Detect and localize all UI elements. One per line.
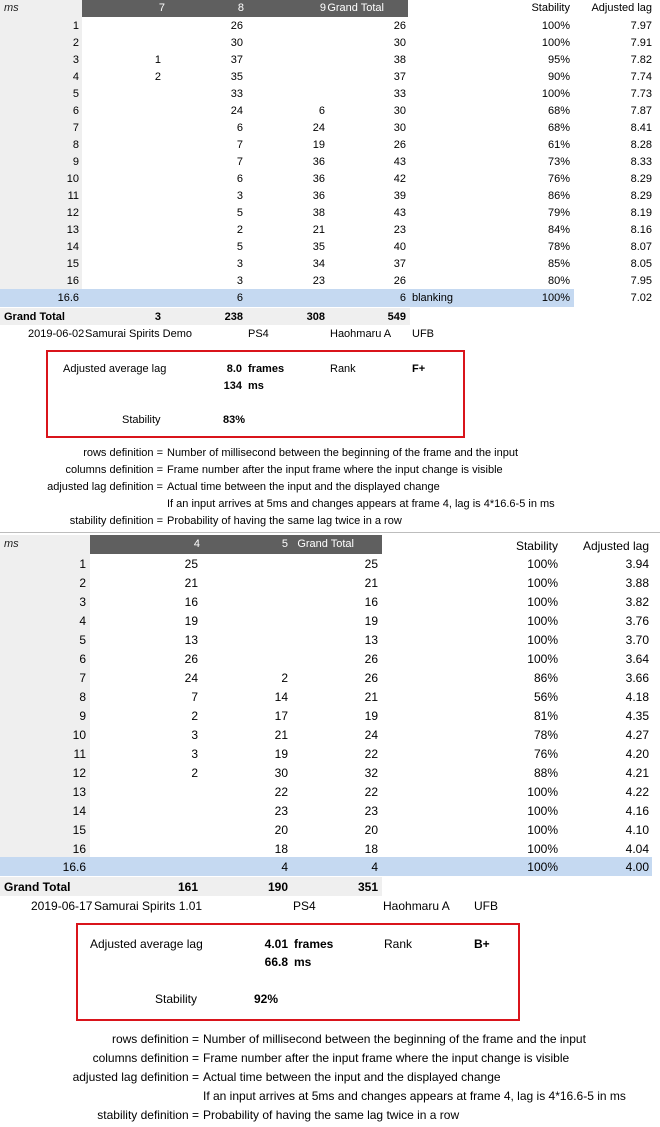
test-character: Haohmaru A [330,328,392,340]
table-row [0,272,660,289]
cell-grand-total: 26 [364,652,378,666]
grand-total-col-5: 190 [267,880,288,894]
grand-total-col-9: 308 [306,311,325,323]
row-ms: 16.6 [57,292,79,304]
cell-adjusted-lag: 3.70 [625,633,649,647]
row-ms: 7 [79,671,86,685]
cell-adjusted-lag: 8.29 [630,173,652,185]
cell-col-8: 6 [236,173,243,185]
header-stability: Stability [531,2,570,14]
table-row [0,687,660,706]
cell-adjusted-lag: 4.27 [625,728,649,742]
row-ms: 16 [66,275,79,287]
header-ms-cell [0,535,90,554]
cell-col-8: 3 [236,258,243,270]
cell-adjusted-lag: 8.19 [630,207,652,219]
table-row [0,801,660,820]
cell-col-4: 16 [184,595,198,609]
row-ms: 10 [72,728,86,742]
cell-adjusted-lag: 7.91 [630,37,652,49]
columns-definition-label: columns definition = [92,1051,199,1065]
cell-stability: 56% [533,690,558,704]
table-row [0,51,660,68]
section-divider [0,532,660,533]
row-ms: 11 [67,190,79,202]
cell-adjusted-lag: 4.20 [625,747,649,761]
adjusted-lag-example: If an input arrives at 5ms and changes appears at frame 4, lag is 4*16.6-5 in ms [167,498,555,510]
row-ms: 1 [79,557,86,571]
cell-adjusted-lag: 4.00 [625,860,649,874]
summary-box [76,923,520,1021]
cell-grand-total: 33 [393,88,406,100]
lag-frames-unit: frames [294,937,334,951]
cell-grand-total: 37 [393,71,406,83]
cell-stability: 76% [547,173,570,185]
stability-definition-label: stability definition = [69,515,163,527]
cell-adjusted-lag: 4.35 [625,709,649,723]
grand-total-col-7: 3 [154,311,161,323]
row-ms: 15 [66,258,79,270]
cell-col-8: 3 [236,190,243,202]
cell-col-8: 7 [236,156,243,168]
rows-definition: Number of millisecond between the beginning of the frame and the input [167,447,518,459]
header-ms: ms [4,2,19,14]
header-col-8: 8 [237,2,244,14]
rank-label: Rank [330,363,356,375]
grand-total-sum: 549 [387,311,406,323]
adjusted-lag-definition-label: adjusted lag definition = [47,481,163,493]
cell-stability: 78% [533,728,558,742]
cell-stability: 86% [547,190,570,202]
row-ms: 2 [79,576,86,590]
cell-stability: 100% [527,860,558,874]
cell-adjusted-lag: 8.07 [630,241,652,253]
cell-stability: 61% [547,139,570,151]
header-grand-total: Grand Total [297,538,354,550]
cell-col-9: 23 [312,275,325,287]
cell-stability: 100% [527,785,558,799]
test-date: 2019-06-02 [28,328,85,340]
test-character: Haohmaru A [383,899,450,913]
cell-col-7: 2 [154,71,161,83]
table-row [0,153,660,170]
cell-stability: 100% [527,804,558,818]
row-ms: 3 [72,54,79,66]
table-row [0,85,660,102]
header-stability: Stability [515,539,558,553]
table-row [0,102,660,119]
cell-adjusted-lag: 4.16 [625,804,649,818]
lag-ms-value: 134 [223,380,242,392]
row-ms: 3 [79,595,86,609]
cell-grand-total: 38 [393,54,406,66]
cell-adjusted-lag: 4.04 [625,842,649,856]
summary-box [46,350,465,438]
test-date: 2019-06-17 [31,899,93,913]
cell-col-4: 24 [184,671,198,685]
cell-grand-total: 23 [393,224,406,236]
cell-adjusted-lag: 8.28 [630,139,652,151]
cell-grand-total: 20 [364,823,378,837]
cell-adjusted-lag: 7.97 [630,20,652,32]
cell-stability: 90% [547,71,570,83]
columns-definition: Frame number after the input frame where the input change is visible [203,1051,570,1065]
cell-grand-total: 21 [364,690,378,704]
header-ms: ms [4,538,19,550]
cell-stability: 84% [547,224,570,236]
table-row [0,744,660,763]
row-ms: 5 [79,633,86,647]
adjusted-lag-definition: Actual time between the input and the displayed change [203,1070,501,1084]
row-ms: 6 [79,652,86,666]
lag-table-2 [0,535,660,1127]
cell-adjusted-lag: 4.18 [625,690,649,704]
cell-grand-total: 21 [364,576,378,590]
table-row [0,238,660,255]
cell-col-9: 19 [312,139,325,151]
table-row [0,170,660,187]
cell-grand-total: 43 [393,207,406,219]
cell-stability: 100% [527,652,558,666]
cell-col-8: 5 [236,241,243,253]
cell-col-9: 36 [312,156,325,168]
header-col-5: 5 [281,538,288,550]
header-col-9: 9 [319,2,326,14]
cell-stability: 78% [547,241,570,253]
cell-adjusted-lag: 8.33 [630,156,652,168]
table-row [0,592,660,611]
stability-definition-label: stability definition = [97,1108,199,1122]
header-adjusted-lag: Adjusted lag [582,539,649,553]
cell-grand-total: 26 [364,671,378,685]
cell-col-5: 19 [274,747,288,761]
cell-stability: 100% [527,595,558,609]
cell-stability: 100% [527,842,558,856]
row-ms: 16.6 [62,860,86,874]
row-ms: 10 [66,173,79,185]
lag-ms-unit: ms [248,380,264,392]
row-ms: 2 [72,37,79,49]
cell-col-4: 26 [184,652,198,666]
cell-col-7: 1 [154,54,161,66]
cell-col-4: 2 [191,766,198,780]
adjusted-lag-example: If an input arrives at 5ms and changes appears at frame 4, lag is 4*16.6-5 in ms [203,1089,626,1103]
table-row [0,68,660,85]
cell-grand-total: 22 [364,785,378,799]
grand-total-col-4: 161 [177,880,198,894]
cell-adjusted-lag: 3.94 [625,557,649,571]
cell-col-5: 4 [281,860,288,874]
adjusted-average-lag-label: Adjusted average lag [63,363,167,375]
cell-col-8: 5 [236,207,243,219]
cell-col-8: 2 [236,224,243,236]
cell-grand-total: 40 [393,241,406,253]
cell-adjusted-lag: 7.82 [630,54,652,66]
cell-grand-total: 42 [393,173,406,185]
cell-col-9: 24 [312,122,325,134]
header-columns [82,0,408,17]
row-ms: 16 [72,842,86,856]
stability-value: 83% [223,414,246,426]
row-ms: 7 [72,122,79,134]
columns-definition: Frame number after the input frame where the input change is visible [167,464,503,476]
header-adjusted-lag: Adjusted lag [591,2,652,14]
row-ms: 13 [66,224,79,236]
cell-adjusted-lag: 3.88 [625,576,649,590]
row-ms: 11 [73,747,86,761]
cell-stability: 68% [547,122,570,134]
table-row [0,725,660,744]
cell-col-8: 6 [236,292,243,304]
table-row [0,119,660,136]
cell-stability: 95% [547,54,570,66]
cell-col-5: 17 [274,709,288,723]
cell-col-4: 19 [184,614,198,628]
test-controller: UFB [412,328,434,340]
cell-adjusted-lag: 7.95 [630,275,652,287]
table-row [0,221,660,238]
cell-col-8: 6 [236,122,243,134]
cell-stability: 73% [547,156,570,168]
cell-stability: 100% [527,576,558,590]
stability-definition: Probability of having the same lag twice in a row [167,515,402,527]
table-row [0,187,660,204]
rows-definition: Number of millisecond between the beginning of the frame and the input [203,1032,586,1046]
lag-ms-value: 66.8 [264,955,288,969]
cell-col-4: 13 [184,633,198,647]
test-platform: PS4 [248,328,269,340]
cell-col-5: 22 [274,785,288,799]
cell-adjusted-lag: 3.64 [625,652,649,666]
adjusted-lag-definition-label: adjusted lag definition = [72,1070,199,1084]
cell-grand-total: 30 [393,37,406,49]
cell-adjusted-lag: 7.02 [630,292,652,304]
cell-col-9: 6 [318,105,325,117]
cell-grand-total: 19 [364,614,378,628]
cell-col-5: 30 [274,766,288,780]
cell-col-8: 30 [230,37,243,49]
cell-col-5: 18 [274,842,288,856]
cell-col-5: 2 [281,671,288,685]
row-ms: 12 [66,207,79,219]
cell-col-8: 7 [236,139,243,151]
cell-adjusted-lag: 8.41 [630,122,652,134]
cell-grand-total: 30 [393,122,406,134]
cell-col-4: 3 [191,728,198,742]
cell-adjusted-lag: 4.21 [625,766,649,780]
cell-col-8: 24 [230,105,243,117]
cell-col-8: 26 [230,20,243,32]
cell-col-9: 38 [312,207,325,219]
cell-stability: 88% [533,766,558,780]
cell-adjusted-lag: 4.10 [625,823,649,837]
cell-col-8: 37 [230,54,243,66]
cell-grand-total: 22 [364,747,378,761]
row-ms: 5 [72,88,79,100]
row-ms: 8 [79,690,86,704]
cell-stability: 100% [527,633,558,647]
cell-col-5: 20 [274,823,288,837]
cell-col-9: 21 [312,224,325,236]
cell-adjusted-lag: 7.74 [630,71,652,83]
header-grand-total: Grand Total [327,2,384,14]
cell-grand-total: 16 [364,595,378,609]
cell-col-8: 35 [230,71,243,83]
row-ms: 9 [79,709,86,723]
row-ms: 15 [72,823,86,837]
cell-col-5: 23 [274,804,288,818]
test-game: Samurai Spirits 1.01 [94,899,203,913]
table-row [0,554,660,573]
table-row [0,763,660,782]
header-columns [90,535,382,554]
cell-stability: 100% [527,614,558,628]
lag-frames-unit: frames [248,363,285,375]
lag-table-1 [0,0,660,515]
cell-grand-total: 26 [393,139,406,151]
stability-value: 92% [254,992,279,1006]
row-ms: 14 [72,804,86,818]
rank-value: B+ [474,937,490,951]
lag-frames-value: 8.0 [226,363,242,375]
table-row [0,136,660,153]
lag-ms-unit: ms [294,955,312,969]
table-row [0,706,660,725]
cell-stability: 76% [533,747,558,761]
cell-grand-total: 13 [364,633,378,647]
cell-grand-total: 43 [393,156,406,168]
rows-definition-label: rows definition = [111,1032,199,1046]
stability-definition: Probability of having the same lag twice in a row [203,1108,460,1122]
cell-col-9: 34 [312,258,325,270]
table-row [0,611,660,630]
row-ms: 9 [72,156,79,168]
rank-value: F+ [412,363,426,375]
table-row [0,630,660,649]
header-ms-cell [0,0,82,17]
adjusted-lag-definition: Actual time between the input and the displayed change [167,481,440,493]
lag-frames-value: 4.01 [264,937,288,951]
cell-adjusted-lag: 8.05 [630,258,652,270]
cell-col-5: 21 [274,728,288,742]
cell-stability: 86% [533,671,558,685]
row-ms: 12 [72,766,86,780]
cell-grand-total: 37 [393,258,406,270]
cell-adjusted-lag: 8.16 [630,224,652,236]
table-row [0,573,660,592]
cell-grand-total: 18 [364,842,378,856]
row-ms: 4 [79,614,86,628]
row-ms: 4 [72,71,79,83]
cell-stability: 100% [541,292,570,304]
grand-total-label: Grand Total [4,311,65,323]
cell-adjusted-lag: 7.73 [630,88,652,100]
cell-stability: 100% [541,37,570,49]
cell-col-9: 36 [312,190,325,202]
stability-label: Stability [155,992,198,1006]
cell-col-5: 14 [274,690,288,704]
cell-col-8: 3 [236,275,243,287]
cell-stability: 85% [547,258,570,270]
table-row [0,668,660,687]
cell-grand-total: 4 [371,860,378,874]
cell-col-9: 35 [312,241,325,253]
cell-col-4: 21 [184,576,198,590]
table-row [0,820,660,839]
cell-grand-total: 24 [364,728,378,742]
table-row [0,649,660,668]
cell-adjusted-lag: 3.82 [625,595,649,609]
cell-stability: 68% [547,105,570,117]
cell-col-8: 33 [230,88,243,100]
table-row [0,782,660,801]
cell-adjusted-lag: 3.66 [625,671,649,685]
cell-stability: 79% [547,207,570,219]
cell-grand-total: 39 [393,190,406,202]
cell-adjusted-lag: 3.76 [625,614,649,628]
cell-stability: 100% [527,823,558,837]
cell-grand-total: 30 [393,105,406,117]
cell-stability: 80% [547,275,570,287]
row-ms: 14 [66,241,79,253]
cell-grand-total: 23 [364,804,378,818]
cell-adjusted-lag: 7.87 [630,105,652,117]
cell-grand-total: 32 [364,766,378,780]
cell-grand-total: 26 [393,20,406,32]
row-ms: 13 [72,785,86,799]
test-controller: UFB [474,899,498,913]
table-row [0,839,660,858]
stability-label: Stability [122,414,161,426]
test-game: Samurai Spirits Demo [85,328,192,340]
cell-col-4: 25 [184,557,198,571]
cell-col-4: 7 [191,690,198,704]
grand-total-label: Grand Total [4,880,71,894]
header-col-7: 7 [158,2,165,14]
table-row [0,34,660,51]
cell-adjusted-lag: 4.22 [625,785,649,799]
cell-grand-total: 25 [364,557,378,571]
rank-label: Rank [384,937,413,951]
cell-col-4: 2 [191,709,198,723]
row-ms: 6 [72,105,79,117]
table-row [0,204,660,221]
row-ms: 8 [72,139,79,151]
cell-grand-total: 6 [399,292,406,304]
table-row [0,255,660,272]
cell-col-4: 3 [191,747,198,761]
cell-stability: 81% [533,709,558,723]
cell-stability: 100% [541,88,570,100]
rows-definition-label: rows definition = [83,447,163,459]
grand-total-sum: 351 [357,880,378,894]
grand-total-col-8: 238 [224,311,243,323]
header-col-4: 4 [193,538,200,550]
cell-grand-total: 19 [364,709,378,723]
blanking-note: blanking [412,292,453,304]
row-ms: 1 [72,20,79,32]
cell-adjusted-lag: 8.29 [630,190,652,202]
cell-stability: 100% [527,557,558,571]
cell-stability: 100% [541,20,570,32]
table-row [0,17,660,34]
adjusted-average-lag-label: Adjusted average lag [90,937,203,951]
cell-col-9: 36 [312,173,325,185]
cell-grand-total: 26 [393,275,406,287]
test-platform: PS4 [293,899,316,913]
columns-definition-label: columns definition = [65,464,163,476]
